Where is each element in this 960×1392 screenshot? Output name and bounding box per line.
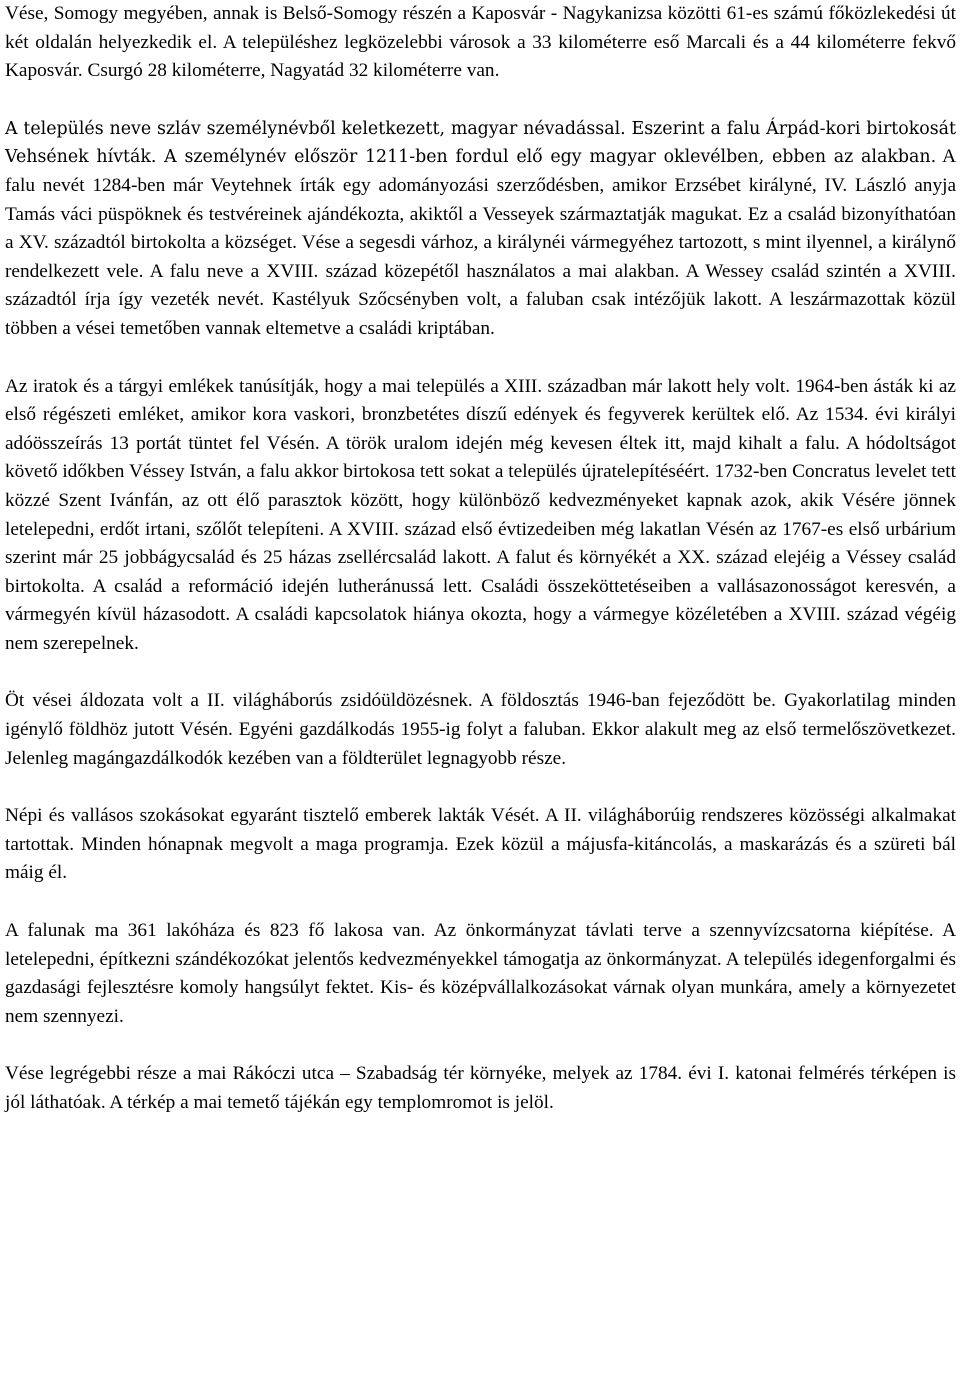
paragraph-oldest-part: [5, 1060, 956, 1117]
document-page: [5, 0, 956, 1118]
paragraph-customs-text: Népi és vallásos szokásokat egyaránt tisztelő emberek lakták Vését. A II. világháborúig rendszeres közösségi alkalmakat tartottak. Minden hónapnak megvolt a maga programja. Ezek közül a májusfa-kitáncolás, a maskarázás és a szüreti bál máig él.: [5, 805, 956, 884]
paragraph-name-history: [5, 115, 956, 344]
paragraph-location-text: Vése, Somogy megyében, annak is Belső-Somogy részén a Kaposvár - Nagykanizsa közötti 61-es számú főközlekedési út két oldalán helyezkedik el. A településhez legközelebbi városok a 33 kilométerre eső Marcali és a 44 kilométerre fekvő Kaposvár. Csurgó 28 kilométerre, Nagyatád 32 kilométerre van.: [5, 3, 956, 82]
paragraph-name-history-part-4: A falu nevét 1284-ben már Veytehnek írták egy adományozási szerződésben, amikor Erzsébet királyné, IV. László anyja Tamás váci püspöknek és testvéreinek ajándékozta, akiktől a Vesseyek származtatják magukat. Ez a család bizonyíthatóan a XV. századtól birtokolta a községet. Vése a segesdi várhoz, a királynéi vármegyéhez tartozott, s mint ilyennel, a királynő rendelkezett vele. A falu neve a XVIII. század közepétől használatos a mai alakban. A Wessey család szintén a XVIII. századtól írja így vezeték nevét. Kastélyuk Szőcsényben volt, a faluban csak intézőjük lakott. A leszármazottak közül többen a vései temetőben vannak eltemetve a családi kriptában.: [5, 146, 956, 339]
paragraph-settlement-history: [5, 373, 956, 659]
paragraph-twentieth-century: [5, 687, 956, 773]
paragraph-settlement-history-text: Az iratok és a tárgyi emlékek tanúsítják, hogy a mai település a XIII. században már lakott hely volt. 1964-ben ásták ki az első régészeti emléket, amikor kora vaskori, bronzbetétes díszű edények és fegyverek kerültek elő. Az 1534. évi királyi adóösszeírás 13 portát tüntet fel Vésén. A török uralom idején még kevesen éltek itt, majd kihalt a falu. A hódoltságot követő időkben Véssey István, a falu akkor birtokosa tett sokat a település újratelepítéséért. 1732-ben Concratus levelet tett közzé Szent Ivánfán, az ott élő parasztok között, hogy különböző kedvezményeket kapnak azok, akik Vésére jönnek letelepedni, erdőt irtani, szőlőt telepíteni. A XVIII. század első évtizedeiben még lakatlan Vésén az 1767-es első urbárium szerint már 25 jobbágycsalád és 25 házas zsellércsalád lakott. A falut és környékét a XX. század elejéig a Véssey család birtokolta. A család a reformáció idején lutheránussá lett. Családi összeköttetéseiben a vallásazonosságot keresvén, a vármegyén kívül házasodott. A családi kapcsolatok hiánya okozta, hogy a vármegye közéletében a XVIII. század végéig nem szerepelnek.: [5, 375, 956, 654]
paragraph-name-history-part-3: A személynév először 1211-ben fordul elő egy magyar oklevélben, ebben az alakban.: [156, 147, 937, 168]
paragraph-name-history-part-2: Eszerint a falu Árpád-kori birtokosát Vehsének hívták.: [5, 118, 956, 168]
paragraph-name-history-part-1: A település neve szláv személynévből keletkezett, magyar névadással.: [5, 118, 626, 139]
paragraph-customs: [5, 802, 956, 888]
paragraph-present-day: [5, 917, 956, 1031]
paragraph-twentieth-century-text: Öt vései áldozata volt a II. világháborús zsidóüldözésnek. A földosztás 1946-ban fejeződött be. Gyakorlatilag minden igénylő földhöz jutott Vésén. Egyéni gazdálkodás 1955-ig folyt a faluban. Ekkor alakult meg az első termelőszövetkezet. Jelenleg magángazdálkodók kezében van a földterület legnagyobb része.: [5, 690, 956, 769]
paragraph-present-day-text: A falunak ma 361 lakóháza és 823 fő lakosa van. Az önkormányzat távlati terve a szennyvízcsatorna kiépítése. A letelepedni, építkezni szándékozókat jelentős kedvezményekkel támogatja az önkormányzat. A település idegenforgalmi és gazdasági fejlesztésre komoly hangsúlyt fektet. Kis- és középvállalkozásokat várnak olyan munkára, amely a környezetet nem szennyezi.: [5, 920, 956, 1027]
paragraph-location: [5, 0, 956, 86]
paragraph-oldest-part-text: Vése legrégebbi része a mai Rákóczi utca – Szabadság tér környéke, melyek az 1784. évi I. katonai felmérés térképen is jól láthatóak. A térkép a mai temető tájékán egy templomromot is jelöl.: [5, 1063, 956, 1113]
